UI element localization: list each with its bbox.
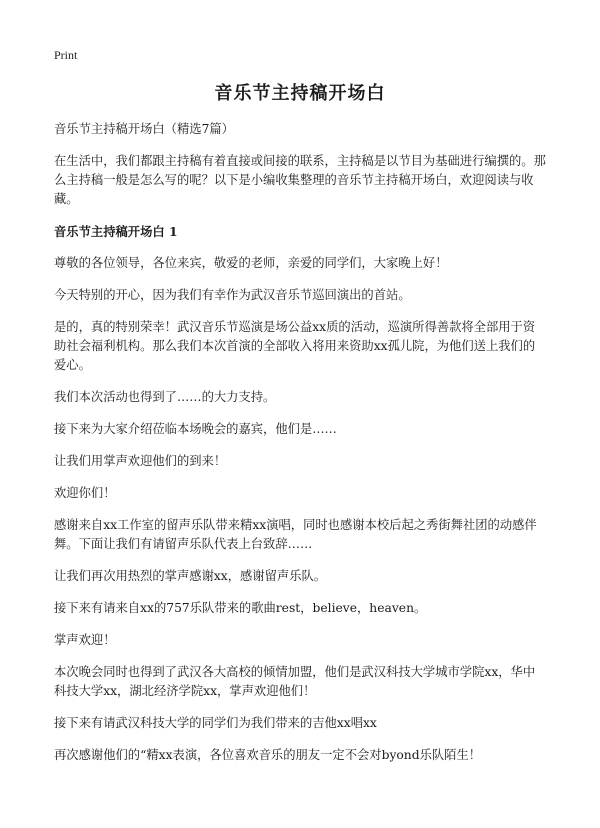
document-title: 音乐节主持稿开场白 [214, 83, 386, 104]
body-paragraph: 我们本次活动也得到了……的大力支持。 [54, 390, 276, 404]
body-paragraph: 今天特别的开心，因为我们有幸作为武汉音乐节巡回演出的首站。 [54, 288, 411, 302]
print-link[interactable]: Print [54, 48, 78, 62]
body-paragraph: 欢迎你们！ [54, 486, 116, 500]
body-paragraph: 掌声欢迎！ [54, 633, 116, 647]
document-subtitle: 音乐节主持稿开场白（精选7篇） [54, 122, 234, 136]
body-paragraphs [54, 254, 546, 765]
body-paragraph: 让我们再次用热烈的掌声感谢xx，感谢留声乐队。 [54, 569, 327, 583]
body-paragraph: 感谢来自xx工作室的留声乐队带来精xx演唱，同时也感谢本校后起之秀街舞社团的动感伴舞。下面让我们有请留声乐队代表上台致辞…… [54, 518, 537, 551]
body-paragraph: 让我们用掌声欢迎他们的到来！ [54, 454, 227, 468]
body-paragraph: 接下来有请武汉科技大学的同学们为我们带来的吉他xx唱xx [54, 716, 377, 730]
body-paragraph: 接下来为大家介绍莅临本场晚会的嘉宾，他们是…… [54, 422, 337, 436]
body-paragraph: 再次感谢他们的“精xx表演，各位喜欢音乐的朋友一定不会对byond乐队陌生！ [54, 748, 482, 762]
section-heading: 音乐节主持稿开场白 1 [54, 224, 178, 239]
body-paragraph: 本次晚会同时也得到了武汉各大高校的倾情加盟，他们是武汉科技大学城市学院xx，华中科技大学xx，湖北经济学院xx，掌声欢迎他们！ [54, 665, 536, 698]
body-paragraph: 接下来有请来自xx的757乐队带来的歌曲rest，believe，heaven。 [54, 601, 427, 615]
intro-paragraph: 在生活中，我们都跟主持稿有着直接或间接的联系，主持稿是以节目为基础进行编撰的。那么主持稿一般是怎么写的呢？以下是小编收集整理的音乐节主持稿开场白，欢迎阅读与收藏。 [54, 154, 546, 206]
body-paragraph: 尊敬的各位领导，各位来宾，敬爱的老师，亲爱的同学们，大家晚上好！ [54, 256, 448, 270]
body-paragraph: 是的，真的特别荣幸！武汉音乐节巡演是场公益xx质的活动，巡演所得善款将全部用于资助社会福利机构。那么我们本次首演的全部收入将用来资助xx孤儿院，为他们送上我们的爱心。 [54, 320, 536, 372]
